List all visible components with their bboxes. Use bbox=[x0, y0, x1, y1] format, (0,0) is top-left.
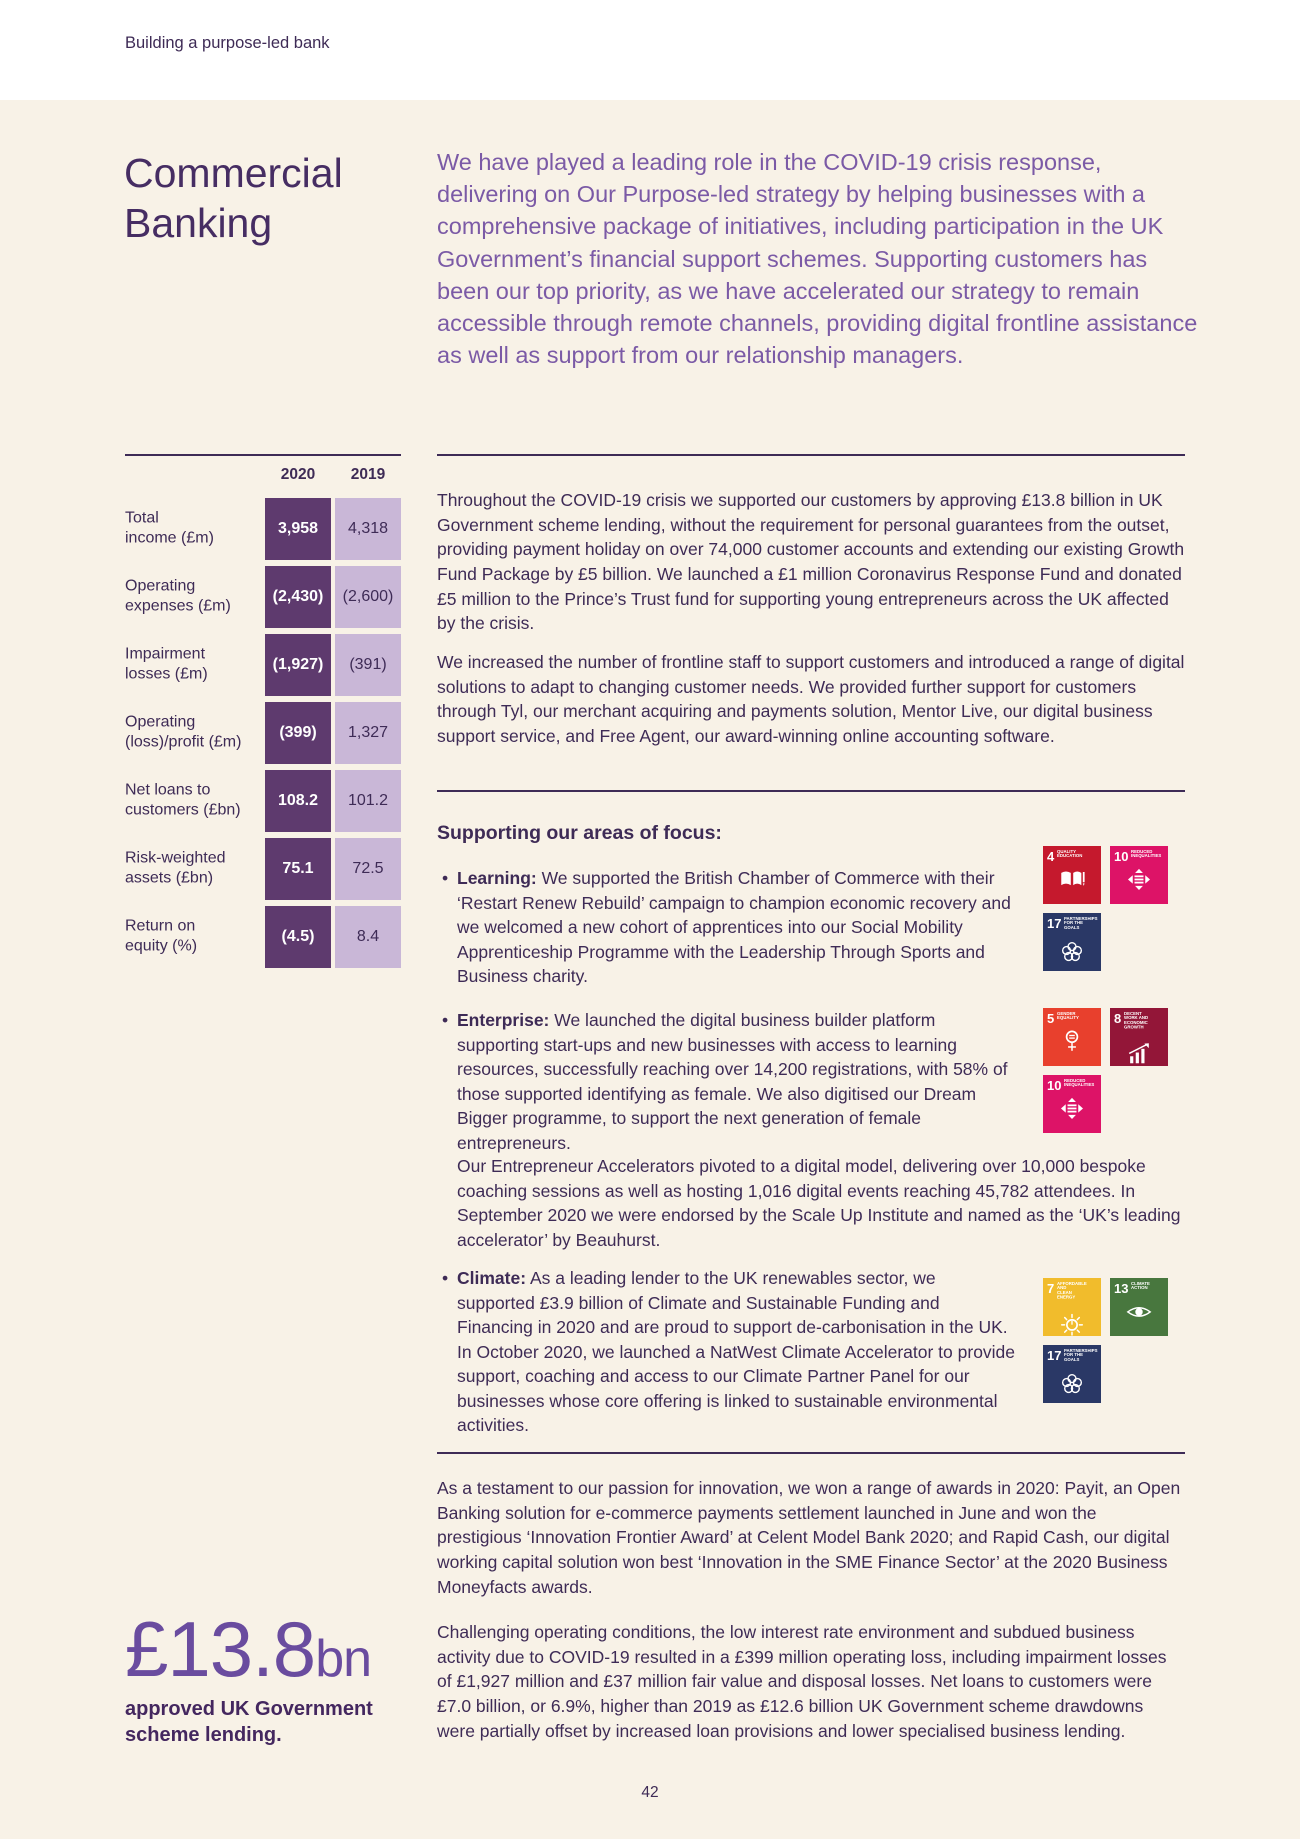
row-label: Net loans to customers (£bn) bbox=[125, 781, 241, 819]
sdg-number: 8 bbox=[1114, 1011, 1122, 1026]
sdg-label: PARTNERSHIPS FOR THE GOALS bbox=[1064, 917, 1098, 931]
sdg-tile-10-reduced-inequalities bbox=[1043, 1075, 1101, 1133]
sdg-tile-7-clean-energy bbox=[1043, 1278, 1101, 1336]
learning-bullet bbox=[437, 866, 1017, 989]
stat-caption: approved UK Government scheme lending. bbox=[125, 1698, 373, 1746]
value-2019: 8.4 bbox=[335, 906, 401, 968]
bullet-text: As a leading lender to the UK renewables sector, we supported £3.9 billion of Climate and Sustainable Funding and Financing in 2020 and are proud to support de-carbonisation in the UK. In October 2020, we launched a NatWest Climate Accelerator to provide support, coaching and access to our Climate Partner Panel for our businesses whose core offering is linked to sustainable environmental activities. bbox=[457, 1268, 1016, 1435]
table-row bbox=[125, 634, 401, 696]
partnerships-rings-icon bbox=[1058, 938, 1086, 966]
sdg-number: 7 bbox=[1047, 1281, 1055, 1296]
sdg-label: REDUCED INEQUALITIES bbox=[1131, 850, 1162, 859]
key-stat bbox=[125, 1605, 375, 1748]
sdg-label: CLIMATE ACTION bbox=[1131, 1282, 1151, 1291]
table-row bbox=[125, 566, 401, 628]
divider bbox=[437, 790, 1185, 792]
sdg-group-learning bbox=[1043, 846, 1177, 971]
sdg-number: 13 bbox=[1114, 1281, 1129, 1296]
body-paragraph: Challenging operating conditions, the low interest rate environment and subdued business activity due to COVID-19 resulted in a £399 million operating loss, including impairment losses of £1,927 million and £37 million fair value and disposal losses. Net loans to customers were £7.0 billion, or 6.9%, higher than 2019 as £12.6 billion UK Government scheme drawdowns were partially offset by increased loan provisions and lower specialised business lending. bbox=[437, 1622, 1167, 1741]
row-label: Impairment losses (£m) bbox=[125, 645, 208, 683]
sdg-label: REDUCED INEQUALITIES bbox=[1064, 1079, 1095, 1088]
sdg-group-enterprise bbox=[1043, 1008, 1177, 1133]
value-2019: 4,318 bbox=[335, 498, 401, 560]
table-row bbox=[125, 770, 401, 832]
table-row bbox=[125, 838, 401, 900]
divider bbox=[125, 454, 401, 456]
sdg-number: 4 bbox=[1047, 849, 1055, 864]
page-eyebrow: Building a purpose-led bank bbox=[125, 34, 330, 52]
value-2019: 72.5 bbox=[335, 838, 401, 900]
value-2019: 101.2 bbox=[335, 770, 401, 832]
sdg-tile-13-climate-action bbox=[1110, 1278, 1168, 1336]
sdg-label: QUALITY EDUCATION bbox=[1057, 850, 1083, 859]
sdg-tile-17-partnerships bbox=[1043, 1345, 1101, 1403]
sdg-number: 10 bbox=[1047, 1078, 1062, 1093]
body-paragraph: Throughout the COVID-19 crisis we supported our customers by approving £13.8 billion in UK Government scheme lending, without the requirement for personal guarantees from the outset, providing payment holiday on over 74,000 customer accounts and extending our existing Growth Fund Package by £5 billion. We launched a £1 million Coronavirus Response Fund and donated £5 million to the Prince’s Trust fund for supporting young entrepreneurs across the UK affected by the crisis. bbox=[437, 490, 1185, 634]
bullet-lead: Climate: bbox=[457, 1268, 527, 1288]
divider bbox=[437, 454, 1185, 456]
sdg-number: 17 bbox=[1047, 1348, 1062, 1363]
sdg-tile-10-reduced-inequalities bbox=[1110, 846, 1168, 904]
partnerships-rings-icon bbox=[1058, 1370, 1086, 1398]
stat-unit: bn bbox=[315, 1630, 372, 1688]
bullet-marker: • bbox=[442, 1010, 449, 1030]
sdg-number: 17 bbox=[1047, 916, 1062, 931]
gender-equality-icon bbox=[1058, 1027, 1086, 1055]
enterprise-bullet bbox=[437, 1008, 1017, 1155]
sdg-label: AFFORDABLE AND CLEAN ENERGY bbox=[1057, 1282, 1088, 1300]
bullet-text: We supported the British Chamber of Commerce with their ‘Restart Renew Rebuild’ campaign to champion economic recovery and we welcomed a new cohort of apprentices into our Social Mobility Apprenticeship Programme with the Leadership Through Sports and Business charity. bbox=[457, 868, 1011, 986]
quality-education-book-icon bbox=[1058, 865, 1086, 893]
sdg-tile-8-decent-work bbox=[1110, 1008, 1168, 1066]
climate-bullet bbox=[437, 1266, 1017, 1438]
table-row bbox=[125, 498, 401, 560]
bullet-text: We launched the digital business builder platform supporting start-ups and new businesses with access to learning resources, successfully reaching over 14,200 registrations, with 58% of those supported identifying as female. We also digitised our Dream Bigger programme, to support the next generation of female entrepreneurs. bbox=[457, 1010, 1008, 1153]
value-2020: 3,958 bbox=[265, 498, 331, 560]
value-2020: (1,927) bbox=[265, 634, 331, 696]
bullet-marker: • bbox=[442, 1268, 449, 1288]
reduced-inequalities-icon bbox=[1125, 865, 1153, 893]
economic-growth-chart-icon bbox=[1125, 1039, 1153, 1066]
row-label: Total income (£m) bbox=[125, 509, 214, 547]
enterprise-extra-paragraph: Our Entrepreneur Accelerators pivoted to a digital model, delivering over 10,000 bespoke coaching sessions as well as hosting 1,016 digital events reaching 45,782 attendees. In September 2020 we were endorsed by the Scale Up Institute and named as the ‘UK’s leading accelerator’ by Beauhurst. bbox=[457, 1156, 1181, 1251]
value-2020: (399) bbox=[265, 702, 331, 764]
table-row bbox=[125, 906, 401, 968]
sdg-label: DECENT WORK AND ECONOMIC GROWTH bbox=[1124, 1012, 1149, 1030]
value-2020: (4.5) bbox=[265, 906, 331, 968]
sdg-label: PARTNERSHIPS FOR THE GOALS bbox=[1064, 1349, 1098, 1363]
row-label: Return on equity (%) bbox=[125, 917, 198, 955]
divider bbox=[437, 1452, 1185, 1454]
table-row bbox=[125, 702, 401, 764]
focus-section-heading: Supporting our areas of focus: bbox=[437, 822, 722, 844]
intro-paragraph: We have played a leading role in the COVID-19 crisis response, delivering on Our Purpose-led strategy by helping businesses with a comprehensive package of initiatives, including participation in the UK Government’s financial support schemes. Supporting customers has been our top priority, as we have accelerated our strategy to remain accessible through remote channels, providing digital frontline assistance as well as support from our relationship managers. bbox=[437, 149, 1198, 369]
page-title: Commercial Banking bbox=[124, 150, 343, 247]
column-header-2019: 2019 bbox=[350, 466, 386, 483]
table-header-row bbox=[125, 466, 401, 498]
value-2020: 75.1 bbox=[265, 838, 331, 900]
body-paragraph: As a testament to our passion for innovation, we won a range of awards in 2020: Payit, an Open Banking solution for e-commerce payments settlement launched in June and won the prestigious ‘Innovation Frontier Award’ at Celent Model Bank 2020; and Rapid Cash, our digital working capital solution won best ‘Innovation in the SME Finance Sector’ at the 2020 Business Moneyfacts awards. bbox=[437, 1478, 1181, 1597]
row-label: Operating (loss)/profit (£m) bbox=[125, 713, 242, 751]
body-paragraph: We increased the number of frontline staff to support customers and introduced a range of digital solutions to adapt to changing customer needs. We provided further support for customers through Tyl, our merchant acquiring and payments solution, Mentor Live, our digital business support service, and Free Agent, our award-winning online accounting software. bbox=[437, 652, 1185, 747]
value-2019: (2,600) bbox=[335, 566, 401, 628]
financial-summary-table bbox=[125, 466, 401, 974]
bullet-marker: • bbox=[442, 868, 449, 888]
sdg-group-climate bbox=[1043, 1278, 1177, 1403]
value-2020: 108.2 bbox=[265, 770, 331, 832]
row-label: Risk-weighted assets (£bn) bbox=[125, 849, 226, 887]
row-label: Operating expenses (£m) bbox=[125, 577, 231, 615]
bullet-lead: Learning: bbox=[457, 868, 537, 888]
reduced-inequalities-icon bbox=[1058, 1094, 1086, 1122]
climate-action-eye-icon bbox=[1125, 1297, 1153, 1325]
sdg-tile-17-partnerships bbox=[1043, 913, 1101, 971]
sdg-tile-4-quality-education bbox=[1043, 846, 1101, 904]
column-header-2020: 2020 bbox=[280, 466, 316, 483]
stat-value: £13.8 bbox=[125, 1605, 316, 1693]
sdg-number: 5 bbox=[1047, 1011, 1055, 1026]
sdg-tile-5-gender-equality bbox=[1043, 1008, 1101, 1066]
sdg-number: 10 bbox=[1114, 849, 1129, 864]
value-2019: 1,327 bbox=[335, 702, 401, 764]
bullet-lead: Enterprise: bbox=[457, 1010, 550, 1030]
value-2019: (391) bbox=[335, 634, 401, 696]
sdg-label: GENDER EQUALITY bbox=[1057, 1012, 1080, 1021]
page-number: 42 bbox=[641, 1784, 659, 1801]
clean-energy-sun-icon bbox=[1058, 1309, 1086, 1336]
value-2020: (2,430) bbox=[265, 566, 331, 628]
